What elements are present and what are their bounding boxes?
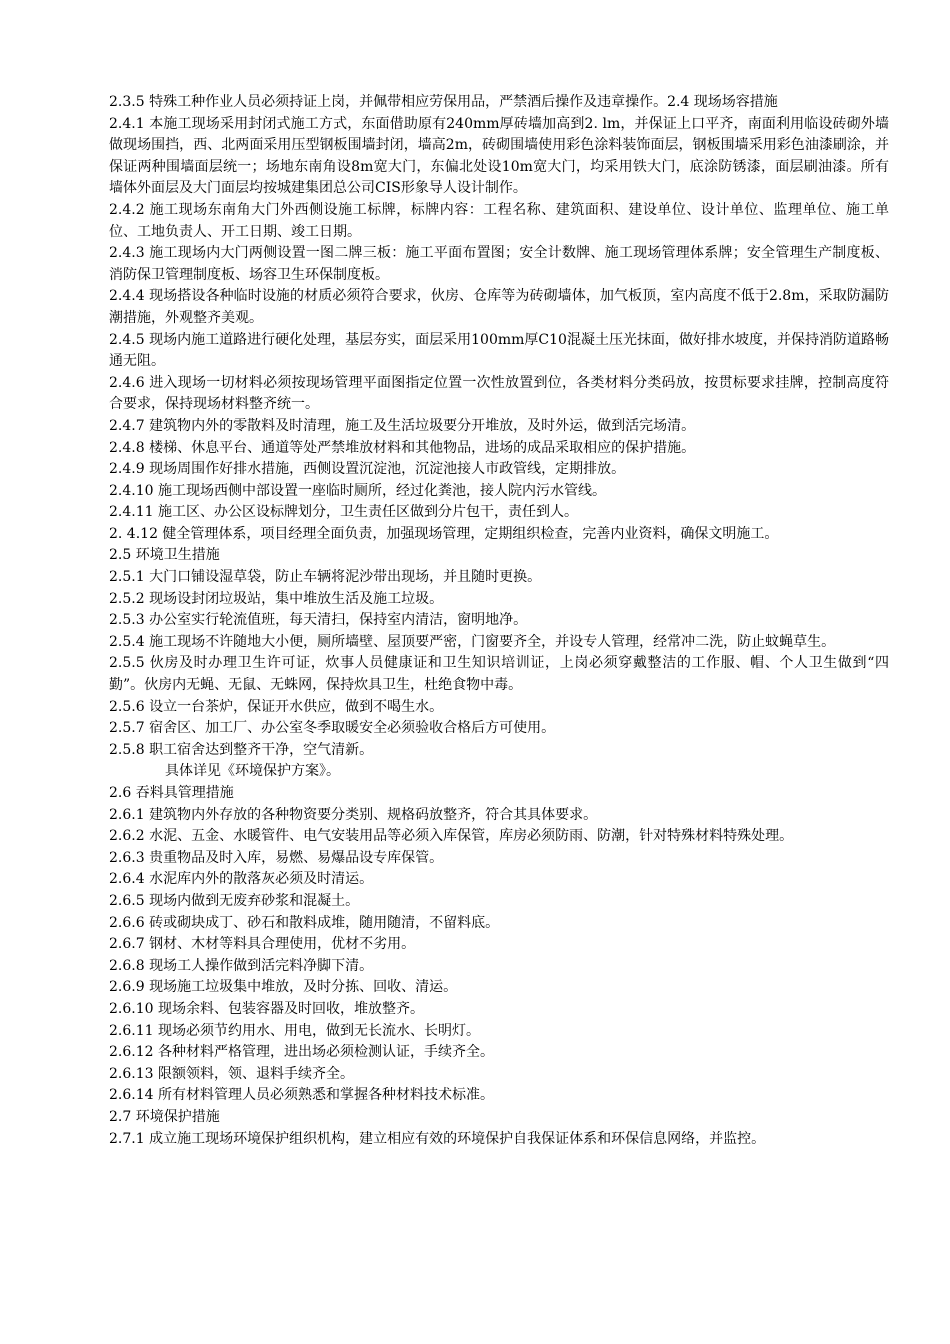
paragraph: 2.4.7 建筑物内外的零散料及时清理，施工及生活垃圾要分开堆放，及时外运，做到活完场清。 [109, 417, 696, 434]
paragraph: 2.5.2 现场设封闭垃圾站，集中堆放生活及施工垃圾。 [109, 590, 444, 607]
paragraph: 2.5.4 施工现场不许随地大小便，厕所墙壁、屋顶要严密，门窗要齐全，并设专人管理，经常冲二洗，防止蚊蝇草生。 [109, 633, 836, 650]
paragraph: 2.6.9 现场施工垃圾集中堆放，及时分拣、回收、清运。 [109, 979, 458, 996]
paragraph: 2.5.1 大门口铺设湿草袋，防止车辆将泥沙带出现场，并且随时更换。 [109, 569, 542, 586]
paragraph: 2. 4.12 健全管理体系，项目经理全面负责，加强现场管理，定期组织检查，完善内业资料，确保文明施工。 [109, 525, 779, 542]
paragraph: 2.4.9 现场周围作好排水措施，西侧设置沉淀池，沉淀池接人市政管线，定期排放。 [109, 461, 626, 478]
paragraph: 2.4.4 现场搭设各种临时设施的材质必须符合要求，伙房、仓库等为砖砌墙体，加气板顶，室内高度不低于2.8m，采取防漏防潮措施，外观整齐美观。 [109, 288, 889, 326]
paragraph: 2.5.3 办公室实行轮流值班，每天清扫，保持室内清洁，窗明地净。 [109, 612, 528, 629]
paragraph: 2.4.5 现场内施工道路进行硬化处理，基层夯实，面层采用100mm厚C10混凝土压光抹面，做好排水坡度，并保持消防道路畅通无阻。 [109, 331, 889, 370]
paragraph: 2.5 环境卫生措施 [109, 547, 220, 564]
paragraph: 2.4.11 施工区、办公区设标牌划分，卫生责任区做到分片包干，责任到人。 [109, 504, 578, 521]
paragraph: 2.6.10 现场余料、包装容器及时回收，堆放整齐。 [109, 1000, 424, 1017]
paragraph: 2.6.3 贵重物品及时入库，易燃、易爆品设专库保管。 [109, 849, 444, 866]
paragraph: 2.4.6 进入现场一切材料必须按现场管理平面图指定位置一次性放置到位，各类材料分类码放，按贯标要求挂牌，控制高度符合要求，保持现场材料整齐统一。 [109, 374, 889, 413]
paragraph: 2.4.2 施工现场东南角大门外西侧设施工标牌，标牌内容：工程名称、建筑面积、建设单位、设计单位、监理单位、施工单位、工地负责人、开工日期、竣工日期。 [109, 201, 889, 240]
paragraph: 具体详见《环境保护方案》。 [165, 763, 340, 780]
paragraph: 2.6.5 现场内做到无废弃砂浆和混凝土。 [109, 892, 360, 909]
paragraph: 2.4.1 本施工现场采用封闭式施工方式，东面借助原有240mm厚砖墙加高到2. lm，并保证上口平齐，南面利用临设砖砌外墙做现场围挡，西、北两面采用压型钢板围墙封闭，墙高2m，砖砌围墙使用彩色涂料装饰面层，钢板围墙采用彩色油漆刷涂，并保证两种围墙面层统一；场地东南角设8m宽大门，东偏北处设10m宽大门，均采用铁大门，底涂防锈漆，面层刷油漆。所有墙体外面层及大门面层均按城建集团总公司CIS形象导人设计制作。 [109, 115, 889, 197]
paragraph: 2.5.5 伙房及时办理卫生许可证，炊事人员健康证和卫生知识培训证，上岗必须穿戴整洁的工作服、帽、个人卫生做到“四勤”。伙房内无蝇、无鼠、无蛛网，保持炊具卫生，杜绝食物中毒。 [109, 655, 889, 694]
paragraph: 2.6.2 水泥、五金、水暖管件、电气安装用品等必须入库保管，库房必须防雨、防潮，针对特殊材料特殊处理。 [109, 828, 794, 845]
paragraph: 2.4.8 楼梯、休息平台、通道等处严禁堆放材料和其他物品，进场的成品采取相应的保护措施。 [109, 439, 696, 456]
paragraph: 2.5.8 职工宿舍达到整齐干净，空气清新。 [109, 741, 374, 758]
paragraph: 2.6.12 各种材料严格管理，进出场必须检测认证，手续齐全。 [109, 1044, 494, 1061]
paragraph: 2.6.8 现场工人操作做到活完料净脚下清。 [109, 957, 374, 974]
paragraph: 2.6.6 砖或砌块成丁、砂石和散料成堆，随用随清，不留料底。 [109, 914, 500, 931]
paragraph: 2.6 吞料具管理措施 [109, 785, 234, 801]
document-body [109, 92, 889, 1150]
paragraph: 2.4.10 施工现场西侧中部设置一座临时厕所，经过化粪池，接人院内污水管线。 [109, 482, 606, 499]
paragraph: 2.6.11 现场必须节约用水、用电，做到无长流水、长明灯。 [109, 1022, 480, 1039]
paragraph: 2.7 环境保护措施 [109, 1108, 220, 1125]
paragraph: 2.6.1 建筑物内外存放的各种物资要分类别、规格码放整齐，符合其具体要求。 [109, 806, 598, 823]
paragraph: 2.6.4 水泥库内外的散落灰必须及时清运。 [109, 871, 374, 888]
paragraph: 2.4.3 施工现场内大门两侧设置一图二牌三板：施工平面布置图；安全计数牌、施工现场管理体系牌；安全管理生产制度板、消防保卫管理制度板、场容卫生环保制度板。 [109, 245, 889, 283]
paragraph: 2.5.7 宿舍区、加工厂、办公室冬季取暖安全必须验收合格后方可使用。 [109, 720, 556, 737]
paragraph: 2.3.5 特殊工种作业人员必须持证上岗，并佩带相应劳保用品，严禁酒后操作及违章操作。2.4 现场场容措施 [109, 94, 778, 110]
paragraph: 2.6.7 钢材、木材等料具合理使用，优材不劣用。 [109, 936, 416, 953]
paragraph: 2.5.6 设立一台茶炉，保证开水供应，做到不喝生水。 [109, 698, 444, 715]
paragraph: 2.6.14 所有材料管理人员必须熟悉和掌握各种材料技术标准。 [109, 1087, 494, 1104]
paragraph: 2.7.1 成立施工现场环境保护组织机构，建立相应有效的环境保护自我保证体系和环保信息网络，并监控。 [109, 1130, 766, 1147]
paragraph: 2.6.13 限额领料，领、退料手续齐全。 [109, 1065, 354, 1082]
